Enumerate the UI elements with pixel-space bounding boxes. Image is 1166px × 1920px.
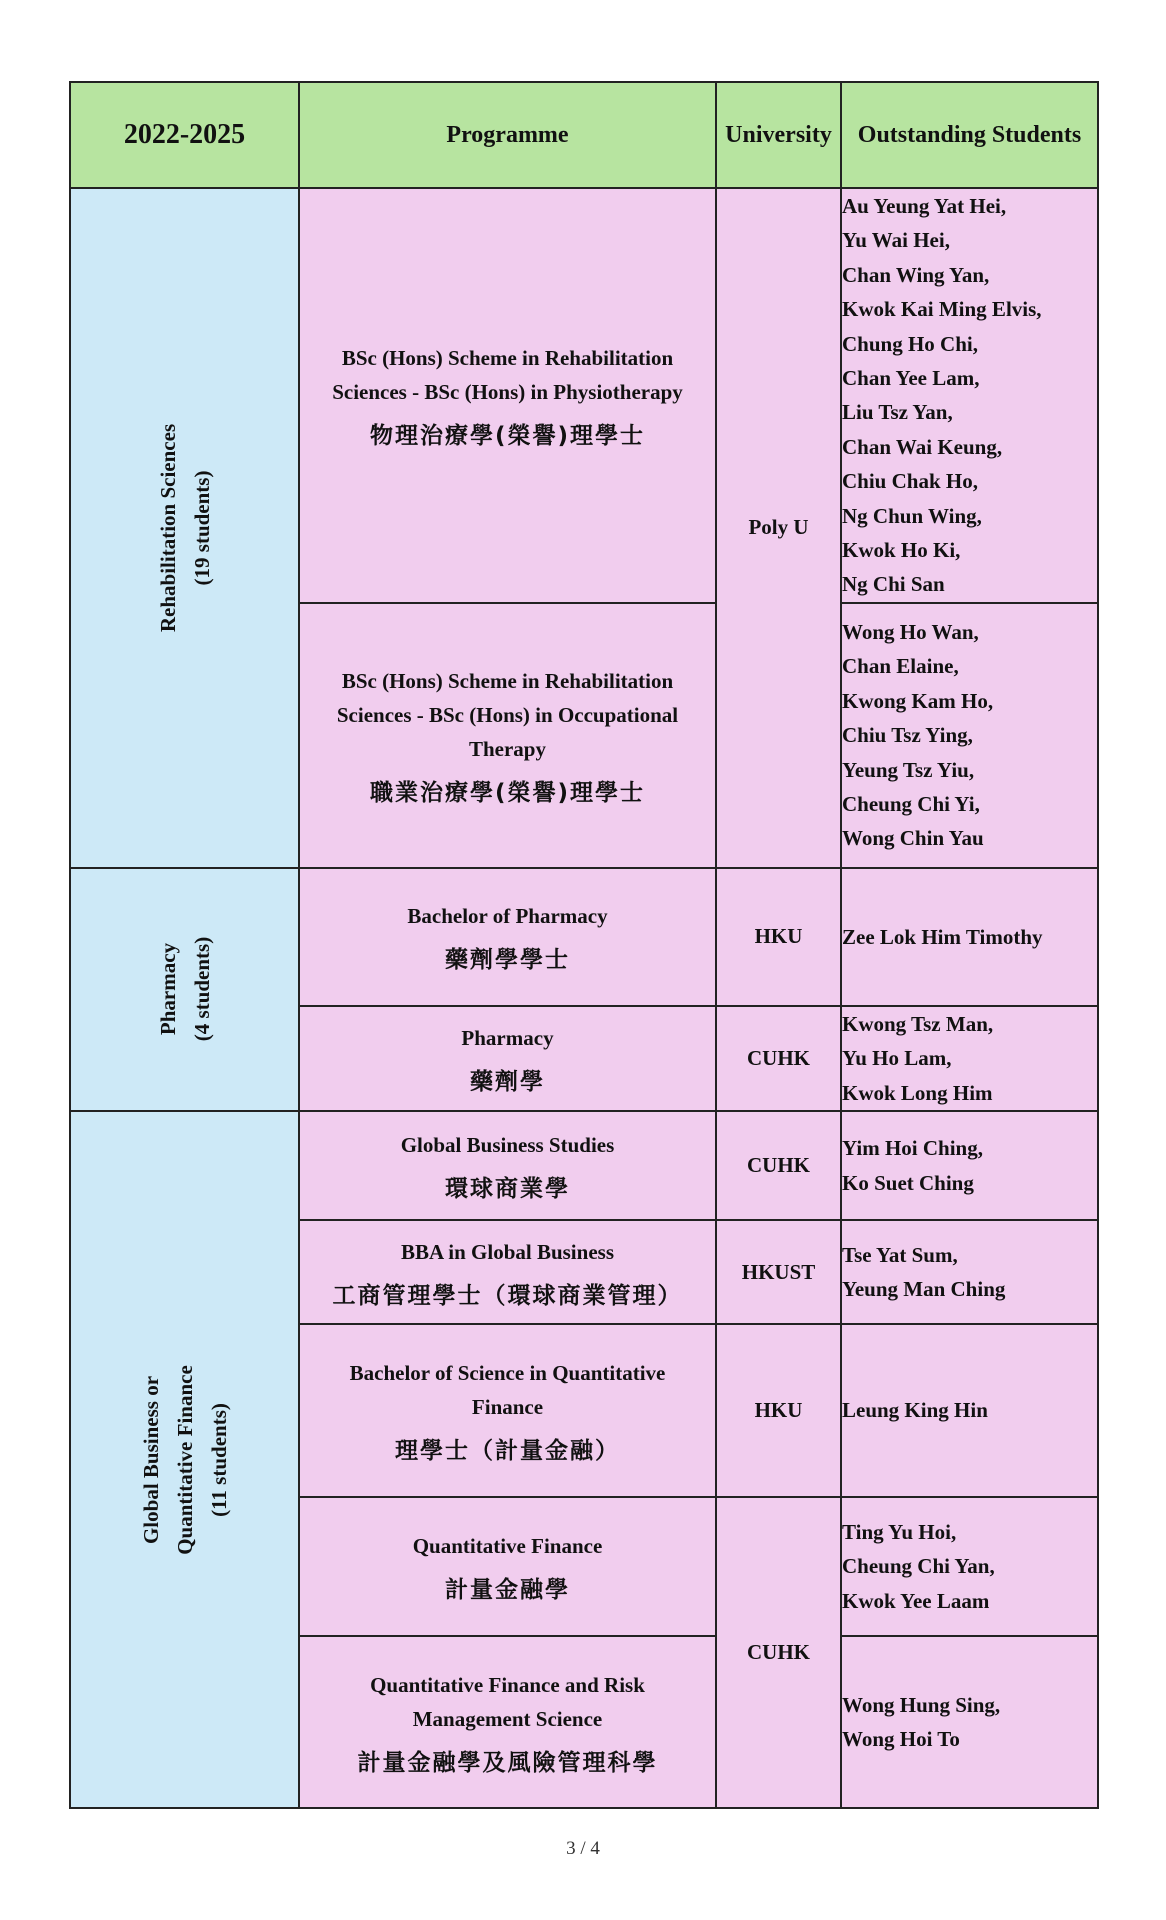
programme-name-zh: 計量金融學及風險管理科學 [357, 1749, 658, 1776]
programme-cell [299, 603, 716, 868]
category-rehabilitation [70, 188, 299, 868]
programme-name-zh: 計量金融學 [445, 1577, 570, 1604]
university-cell: HKUST [716, 1220, 841, 1324]
programme-name-zh: 環球商業學 [445, 1176, 570, 1203]
university-cell: HKU [716, 1324, 841, 1497]
programme-name-en: Bachelor of Pharmacy [407, 904, 608, 929]
students-cell: Ting Yu Hoi, Cheung Chi Yan, Kwok Yee Laam [841, 1497, 1098, 1636]
programme-name-en: Global Business Studies [400, 1133, 615, 1158]
programme-name-en: Pharmacy [461, 1025, 554, 1050]
programme-name-zh: 理學士（計量金融） [395, 1438, 620, 1465]
programme-name-en: Bachelor of Science in Quantitative Finance [349, 1361, 666, 1420]
programme-cell [299, 868, 716, 1006]
header-programme: Programme [299, 82, 716, 188]
header-year: 2022-2025 [70, 82, 299, 188]
students-cell: Wong Hung Sing, Wong Hoi To [841, 1636, 1098, 1808]
university-cell: CUHK [716, 1497, 841, 1808]
programme-name-en: Quantitative Finance [412, 1534, 603, 1559]
programme-name-zh: 職業治療學(榮譽)理學士 [369, 779, 646, 806]
programme-cell [299, 1006, 716, 1111]
students-cell: Au Yeung Yat Hei, Yu Wai Hei, Chan Wing Yan, Kwok Kai Ming Elvis, Chung Ho Chi, Chan Yee Lam, Liu Tsz Yan, Chan Wai Keung, Chiu Chak Ho, Ng Chun Wing, Kwok Ho Ki, Ng Chi San [841, 188, 1098, 603]
programme-name-zh: 藥劑學 [470, 1068, 545, 1095]
programme-cell [299, 1636, 716, 1808]
table-row [70, 1111, 1098, 1220]
page-number: 3 / 4 [566, 1838, 600, 1859]
university-cell: CUHK [716, 1006, 841, 1111]
students-cell: Zee Lok Him Timothy [841, 868, 1098, 1006]
programme-cell [299, 1497, 716, 1636]
students-cell: Tse Yat Sum, Yeung Man Ching [841, 1220, 1098, 1324]
header-university: University [716, 82, 841, 188]
programme-name-en: Quantitative Finance and Risk Management Science [370, 1672, 645, 1731]
programme-name-zh: 工商管理學士（環球商業管理） [332, 1282, 683, 1309]
category-label: Global Business or Quantitative Finance (11 students) [138, 1364, 231, 1555]
students-cell: Wong Ho Wan, Chan Elaine, Kwong Kam Ho, Chiu Tsz Ying, Yeung Tsz Yiu, Cheung Chi Yi, Wong Chin Yau [841, 603, 1098, 868]
programme-name-zh: 藥劑學學士 [445, 947, 570, 974]
header-row [70, 82, 1098, 188]
header-students: Outstanding Students [841, 82, 1098, 188]
category-pharmacy [70, 868, 299, 1111]
category-global-business [70, 1111, 299, 1808]
category-label: Pharmacy (4 students) [155, 937, 214, 1042]
university-cell: CUHK [716, 1111, 841, 1220]
programme-name-zh: 物理治療學(榮譽)理學士 [369, 422, 646, 449]
programme-name-en: BSc (Hons) Scheme in Rehabilitation Sciences - BSc (Hons) in Physiotherapy [332, 345, 683, 404]
university-cell: Poly U [716, 188, 841, 868]
programme-cell [299, 1111, 716, 1220]
university-cell: HKU [716, 868, 841, 1006]
table-row [70, 188, 1098, 603]
programme-cell [299, 1324, 716, 1497]
programme-name-en: BBA in Global Business [400, 1239, 614, 1264]
students-cell: Leung King Hin [841, 1324, 1098, 1497]
programme-name-en: BSc (Hons) Scheme in Rehabilitation Sciences - BSc (Hons) in Occupational Therapy [336, 668, 679, 761]
students-cell: Kwong Tsz Man, Yu Ho Lam, Kwok Long Him [841, 1006, 1098, 1111]
category-label: Rehabilitation Sciences (19 students) [155, 423, 214, 633]
programme-cell [299, 188, 716, 603]
programme-cell [299, 1220, 716, 1324]
table-row [70, 868, 1098, 1006]
students-table [69, 81, 1099, 1809]
students-cell: Yim Hoi Ching, Ko Suet Ching [841, 1111, 1098, 1220]
